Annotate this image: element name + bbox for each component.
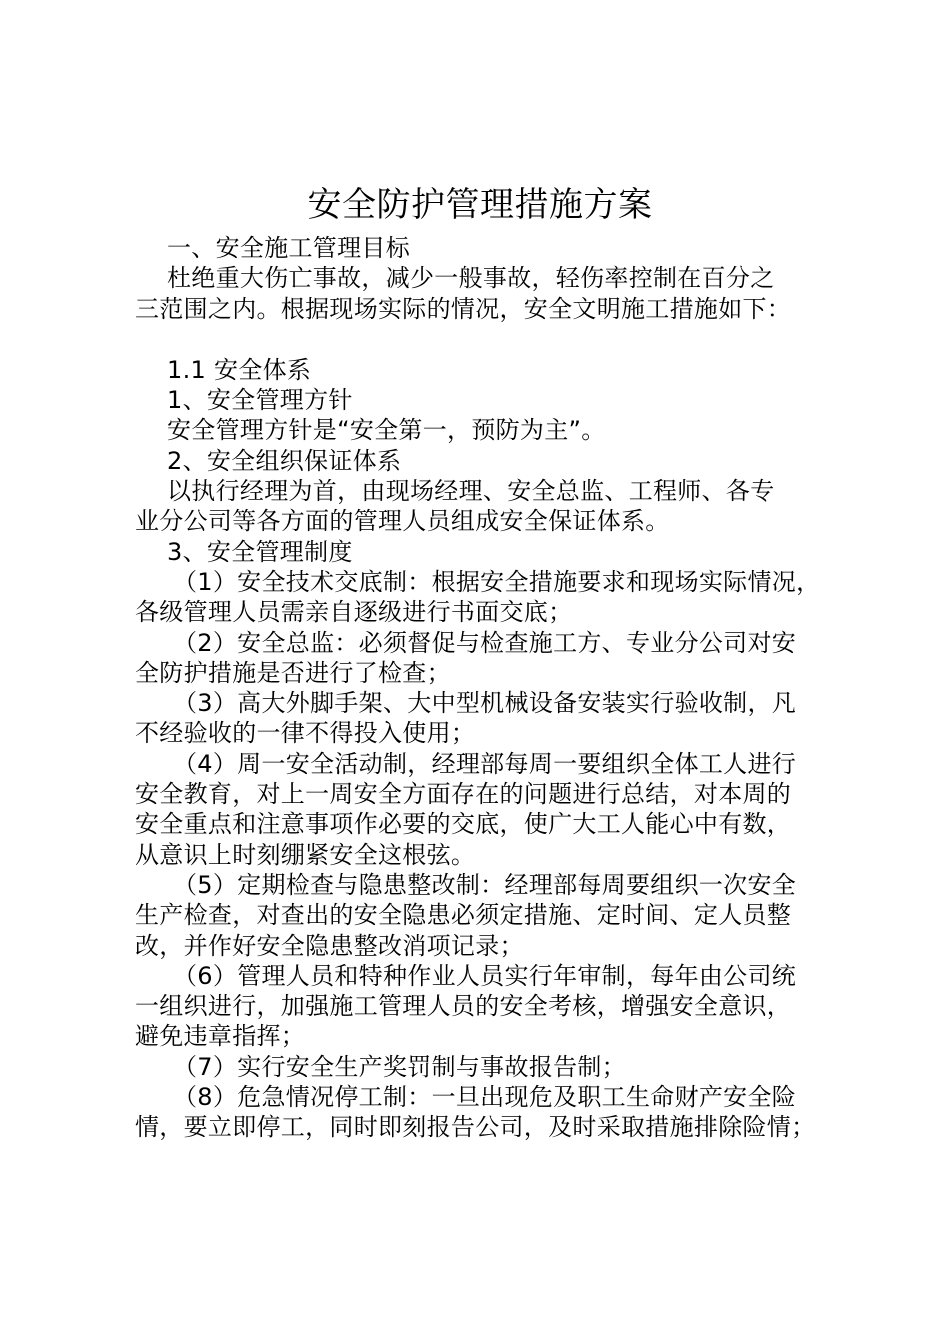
subsection-heading: 1、安全管理方针 — [167, 386, 353, 415]
subsection-heading: 2、安全组织保证体系 — [167, 446, 402, 475]
section-heading: 一、安全施工管理目标 — [167, 234, 410, 262]
list-item-line: （5）定期检查与隐患整改制：经理部每周要组织一次安全 — [173, 870, 797, 899]
list-item-line: （6）管理人员和特种作业人员实行年审制，每年由公司统 — [173, 961, 797, 990]
list-item-line: （1）安全技术交底制：根据安全措施要求和现场实际情况， — [173, 567, 821, 596]
list-item-line: 安全重点和注意事项作必要的交底，使广大工人能心中有数， — [135, 810, 792, 839]
subsection-heading: 1.1 安全体系 — [167, 355, 312, 384]
list-item-line: 从意识上时刻绷紧安全这根弦。 — [135, 840, 476, 869]
list-item-line: （2）安全总监：必须督促与检查施工方、专业分公司对安 — [173, 628, 797, 657]
list-item-line: （4）周一安全活动制，经理部每周一要组织全体工人进行 — [173, 749, 797, 778]
list-item-line: 改，并作好安全隐患整改消项记录； — [135, 931, 524, 960]
list-item-line: 避免违章指挥； — [135, 1022, 306, 1051]
list-item-line: 安全教育，对上一周安全方面存在的问题进行总结，对本周的 — [135, 780, 792, 809]
paragraph-line: 业分公司等各方面的管理人员组成安全保证体系。 — [135, 507, 670, 536]
paragraph-line: 安全管理方针是“安全第一，预防为主”。 — [167, 416, 606, 445]
subsection-heading: 3、安全管理制度 — [167, 537, 353, 566]
list-item-line: （8）危急情况停工制：一旦出现危及职工生命财产安全险 — [173, 1083, 797, 1112]
paragraph-line: 杜绝重大伤亡事故，减少一般事故，轻伤率控制在百分之 — [167, 264, 775, 293]
paragraph-line: 三范围之内。根据现场实际的情况，安全文明施工措施如下： — [135, 294, 792, 323]
list-item-line: 各级管理人员需亲自逐级进行书面交底； — [135, 598, 573, 627]
list-item-line: 情，要立即停工，同时即刻报告公司，及时采取措施排除险情； — [135, 1113, 816, 1142]
list-item-line: 一组织进行，加强施工管理人员的安全考核，增强安全意识， — [135, 992, 792, 1021]
document-title: 安全防护管理措施方案 — [307, 185, 653, 225]
list-item-line: 生产检查，对查出的安全隐患必须定措施、定时间、定人员整 — [135, 901, 792, 930]
list-item-line: （7）实行安全生产奖罚制与事故报告制； — [173, 1052, 626, 1081]
document-body — [135, 233, 835, 1143]
paragraph-line: 以执行经理为首，由现场经理、安全总监、工程师、各专 — [167, 477, 775, 506]
list-item-line: 全防护措施是否进行了检查； — [135, 658, 451, 687]
blank-line — [135, 324, 835, 355]
list-item-line: （3）高大外脚手架、大中型机械设备安装实行验收制，凡 — [173, 689, 797, 718]
list-item-line: 不经验收的一律不得投入使用； — [135, 719, 476, 748]
